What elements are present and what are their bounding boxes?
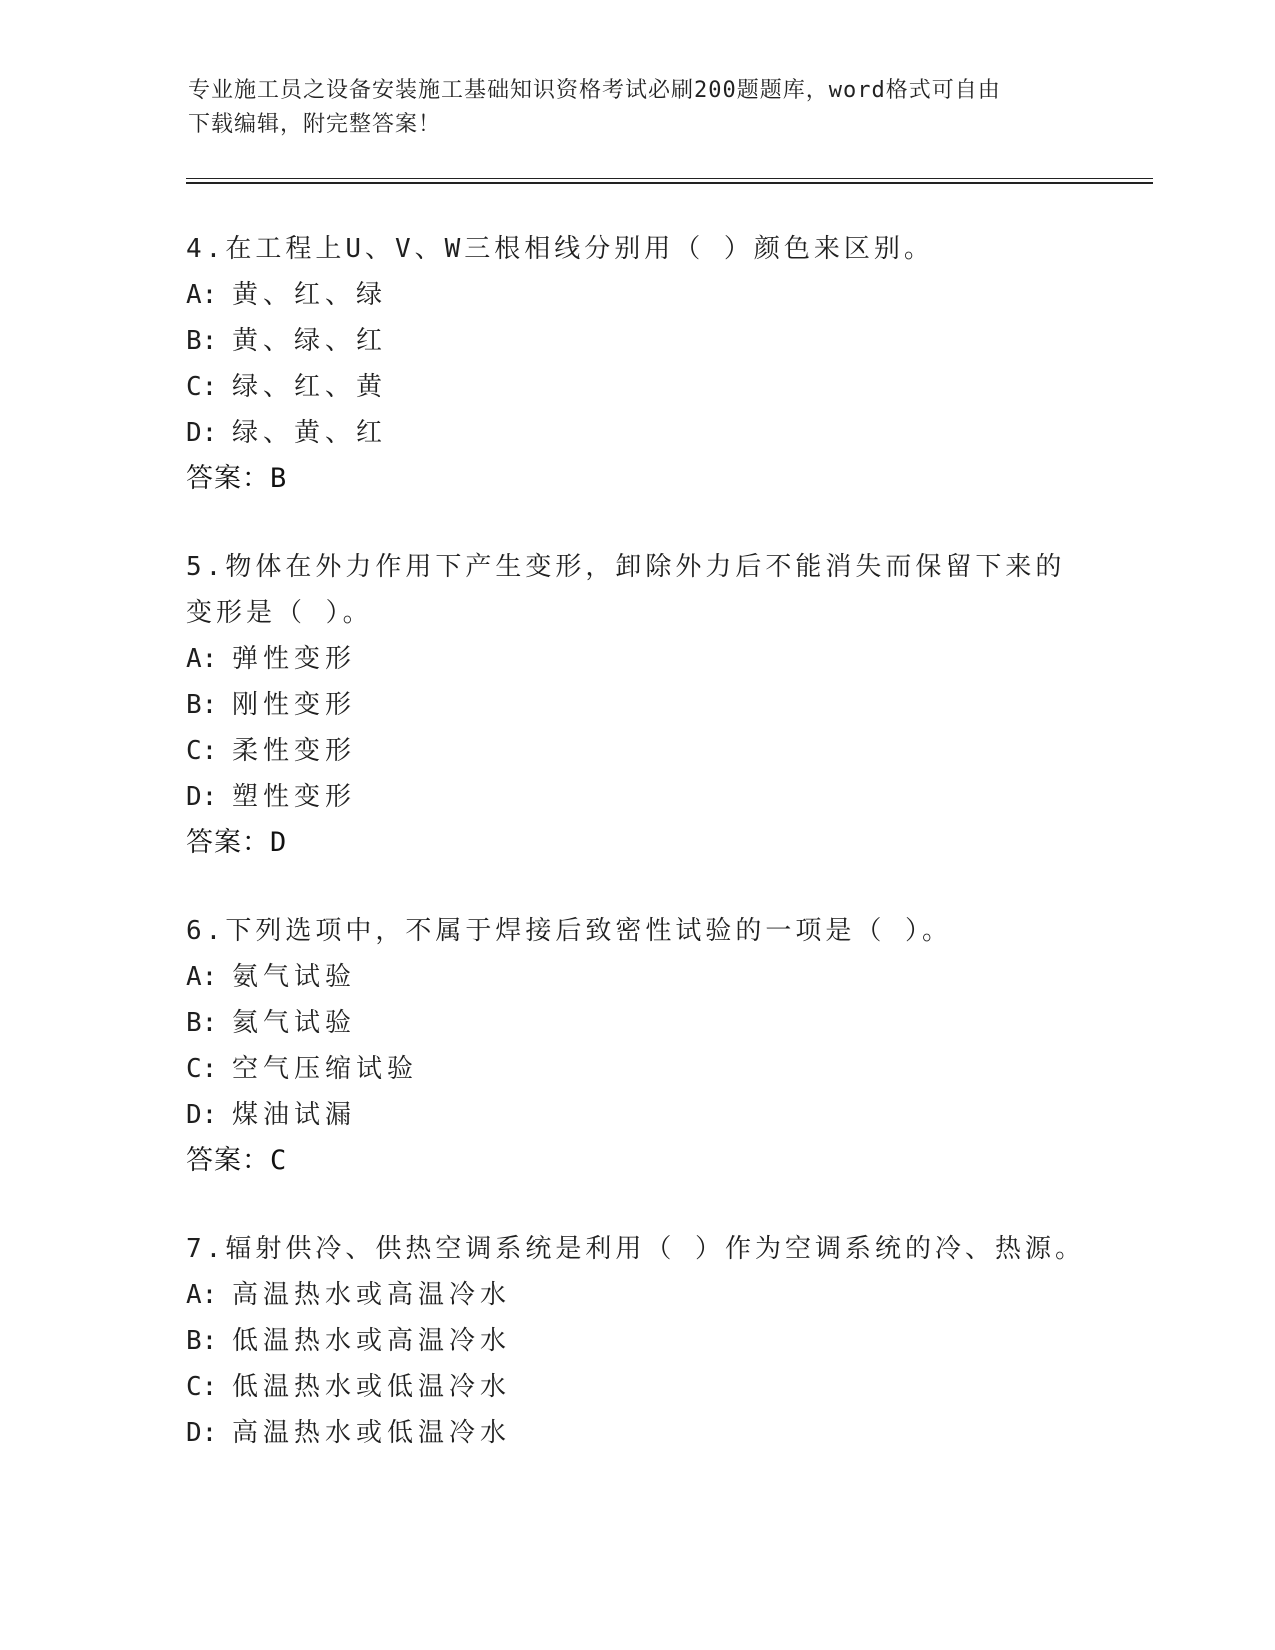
answer-line [186,1138,1086,1184]
answer-value: D [270,827,288,858]
option-key: A: [186,644,218,674]
option-text: 氨气试验 [232,962,357,992]
option-b [186,318,1086,364]
option-b [186,1318,1086,1364]
option-a [186,636,1086,682]
option-b [186,1000,1086,1046]
question-text [186,908,1086,954]
option-key: C: [186,1372,218,1402]
option-key: C: [186,736,218,766]
question-text [186,544,1086,636]
question-text [186,226,1086,272]
option-c [186,1364,1086,1410]
answer-line [186,820,1086,866]
option-key: D: [186,1100,218,1130]
question-7 [186,1226,1086,1456]
header-divider-thick [186,182,1153,184]
option-key: A: [186,1280,218,1310]
question-text [186,1226,1086,1272]
option-text: 塑性变形 [232,782,357,812]
question-body: 辐射供冷、供热空调系统是利用（ ）作为空调系统的冷、热源。 [225,1234,1085,1264]
option-b [186,682,1086,728]
question-5 [186,544,1086,866]
option-text: 弹性变形 [232,644,357,674]
header-divider-thin [186,178,1153,179]
option-key: B: [186,1326,218,1356]
option-key: C: [186,1054,218,1084]
answer-line [186,456,1086,502]
option-text: 绿、黄、红 [232,418,388,448]
answer-label: 答案： [186,827,270,858]
option-c [186,1046,1086,1092]
option-d [186,774,1086,820]
option-d [186,1092,1086,1138]
option-key: D: [186,1418,218,1448]
option-c [186,728,1086,774]
option-text: 高温热水或低温冷水 [232,1418,512,1448]
question-body: 下列选项中，不属于焊接后致密性试验的一项是（ ）。 [225,916,952,946]
question-body: 在工程上U、V、W三根相线分别用（ ）颜色来区别。 [225,234,934,264]
question-number: 7. [186,1234,226,1264]
answer-value: B [270,463,288,494]
answer-label: 答案： [186,463,270,494]
option-text: 氦气试验 [232,1008,357,1038]
option-d [186,410,1086,456]
option-key: C: [186,372,218,402]
question-body: 物体在外力作用下产生变形，卸除外力后不能消失而保留下来的变形是（ ）。 [186,552,1066,628]
answer-label: 答案： [186,1145,270,1176]
option-a [186,954,1086,1000]
option-key: D: [186,782,218,812]
answer-value: C [270,1145,288,1176]
option-text: 空气压缩试验 [232,1054,419,1084]
header-title-line-2: 下载编辑，附完整答案！ [188,112,442,137]
option-a [186,1272,1086,1318]
question-number: 6. [186,916,226,946]
option-c [186,364,1086,410]
option-text: 柔性变形 [232,736,357,766]
option-text: 刚性变形 [232,690,357,720]
option-key: B: [186,690,218,720]
document-header [188,74,1088,142]
option-key: D: [186,418,218,448]
question-number: 5. [186,552,226,582]
option-key: B: [186,1008,218,1038]
question-6 [186,908,1086,1184]
option-a [186,272,1086,318]
option-text: 黄、绿、红 [232,326,388,356]
option-d [186,1410,1086,1456]
option-text: 低温热水或低温冷水 [232,1372,512,1402]
option-text: 绿、红、黄 [232,372,388,402]
option-text: 低温热水或高温冷水 [232,1326,512,1356]
header-title-line-1: 专业施工员之设备安装施工基础知识资格考试必刷200题题库，word格式可自由 [188,78,1001,103]
option-text: 煤油试漏 [232,1100,357,1130]
option-key: B: [186,326,218,356]
option-key: A: [186,280,218,310]
option-key: A: [186,962,218,992]
question-4 [186,226,1086,502]
option-text: 黄、红、绿 [232,280,388,310]
question-number: 4. [186,234,226,264]
option-text: 高温热水或高温冷水 [232,1280,512,1310]
